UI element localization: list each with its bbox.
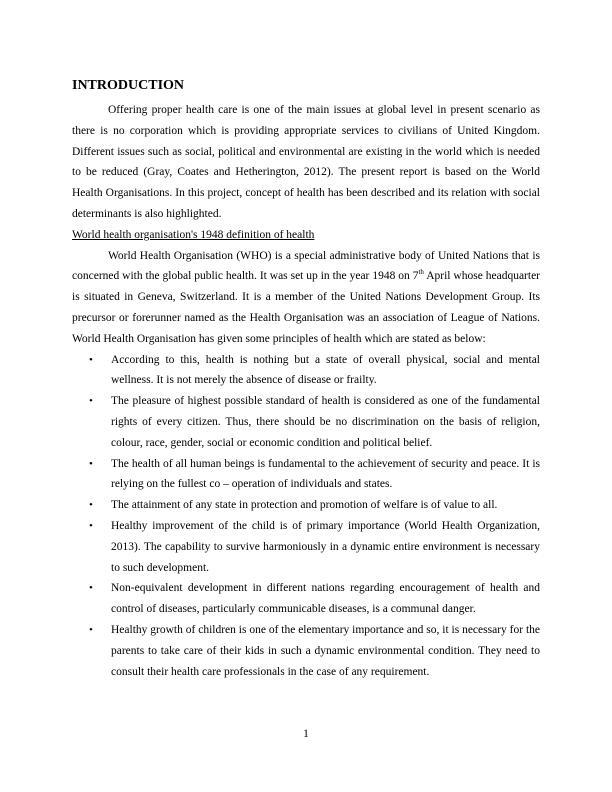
who-paragraph [72, 246, 540, 350]
list-item [72, 578, 540, 620]
page-number: 1 [303, 728, 309, 740]
bullet-icon: • [89, 582, 93, 595]
list-item [72, 350, 540, 392]
list-item [72, 495, 540, 516]
list-item-text: The health of all human beings is fundamental to the achievement of security and peace. It is relying on the fullest co – operation of individuals and states. [111, 457, 540, 491]
list-item [72, 620, 540, 682]
list-item-text: According to this, health is nothing but a state of overall physical, social and mental wellness. It is not merely the absence of disease or frailty. [111, 353, 540, 387]
ordinal-superscript: th [418, 268, 424, 277]
who-paragraph-part1: World Health Organisation (WHO) is a special administrative body of United Nations that is concerned with the global public health. It was set up in the year 1948 on 7 [72, 249, 540, 283]
bullet-icon: • [89, 353, 93, 366]
intro-paragraph: Offering proper health care is one of the main issues at global level in present scenario as there is no corporation which is providing appropriate services to civilians of United Kingdom. Different issues such as social, political and environmental are existing in the world which is needed to be reduced (Gray, Coates and Hetherington, 2012). The present report is based on the World Health Organisations. In this project, concept of health has been described and its relation with social determinants is also highlighted. [72, 104, 540, 220]
section-heading: INTRODUCTION [72, 78, 185, 93]
list-item-text: The pleasure of highest possible standard of health is considered as one of the fundamental rights of every citizen. Thus, there should be no discrimination on the basis of religion, colour, race, gender, social or economic condition and political belief. [111, 395, 540, 449]
list-item-text: Non-equivalent development in different nations regarding encouragement of health and control of diseases, particularly communicable diseases, is a communal danger. [111, 582, 540, 616]
list-item-text: Healthy growth of children is one of the elementary importance and so, it is necessary for the parents to take care of their kids in such a dynamic environmental condition. They need to consult their health care professionals in the case of any requirement. [111, 623, 540, 678]
bullet-icon: • [89, 519, 93, 532]
bullet-icon: • [89, 623, 93, 636]
bullet-icon: • [89, 499, 93, 512]
subheading: World health organisation's 1948 definition of health [72, 228, 315, 241]
list-item [72, 516, 540, 578]
list-item-text: The attainment of any state in protection and promotion of welfare is of value to all. [111, 499, 498, 512]
list-item-text: Healthy improvement of the child is of primary importance (World Health Organization, 2013). The capability to survive harmoniously in a dynamic entire environment is necessary to such development. [111, 519, 540, 574]
principles-list [72, 350, 540, 683]
bullet-icon: • [89, 395, 93, 408]
bullet-icon: • [89, 457, 93, 470]
list-item [72, 454, 540, 496]
list-item [72, 391, 540, 453]
who-paragraph-part2: April whose headquarter is situated in Geneva, Switzerland. It is a member of the United Nations Development Group. Its precursor or forerunner named as the Health Organisation was an association of League of Nations. World Health Organisation has given some principles of health which are stated as below: [72, 270, 541, 345]
document-page [72, 76, 540, 682]
